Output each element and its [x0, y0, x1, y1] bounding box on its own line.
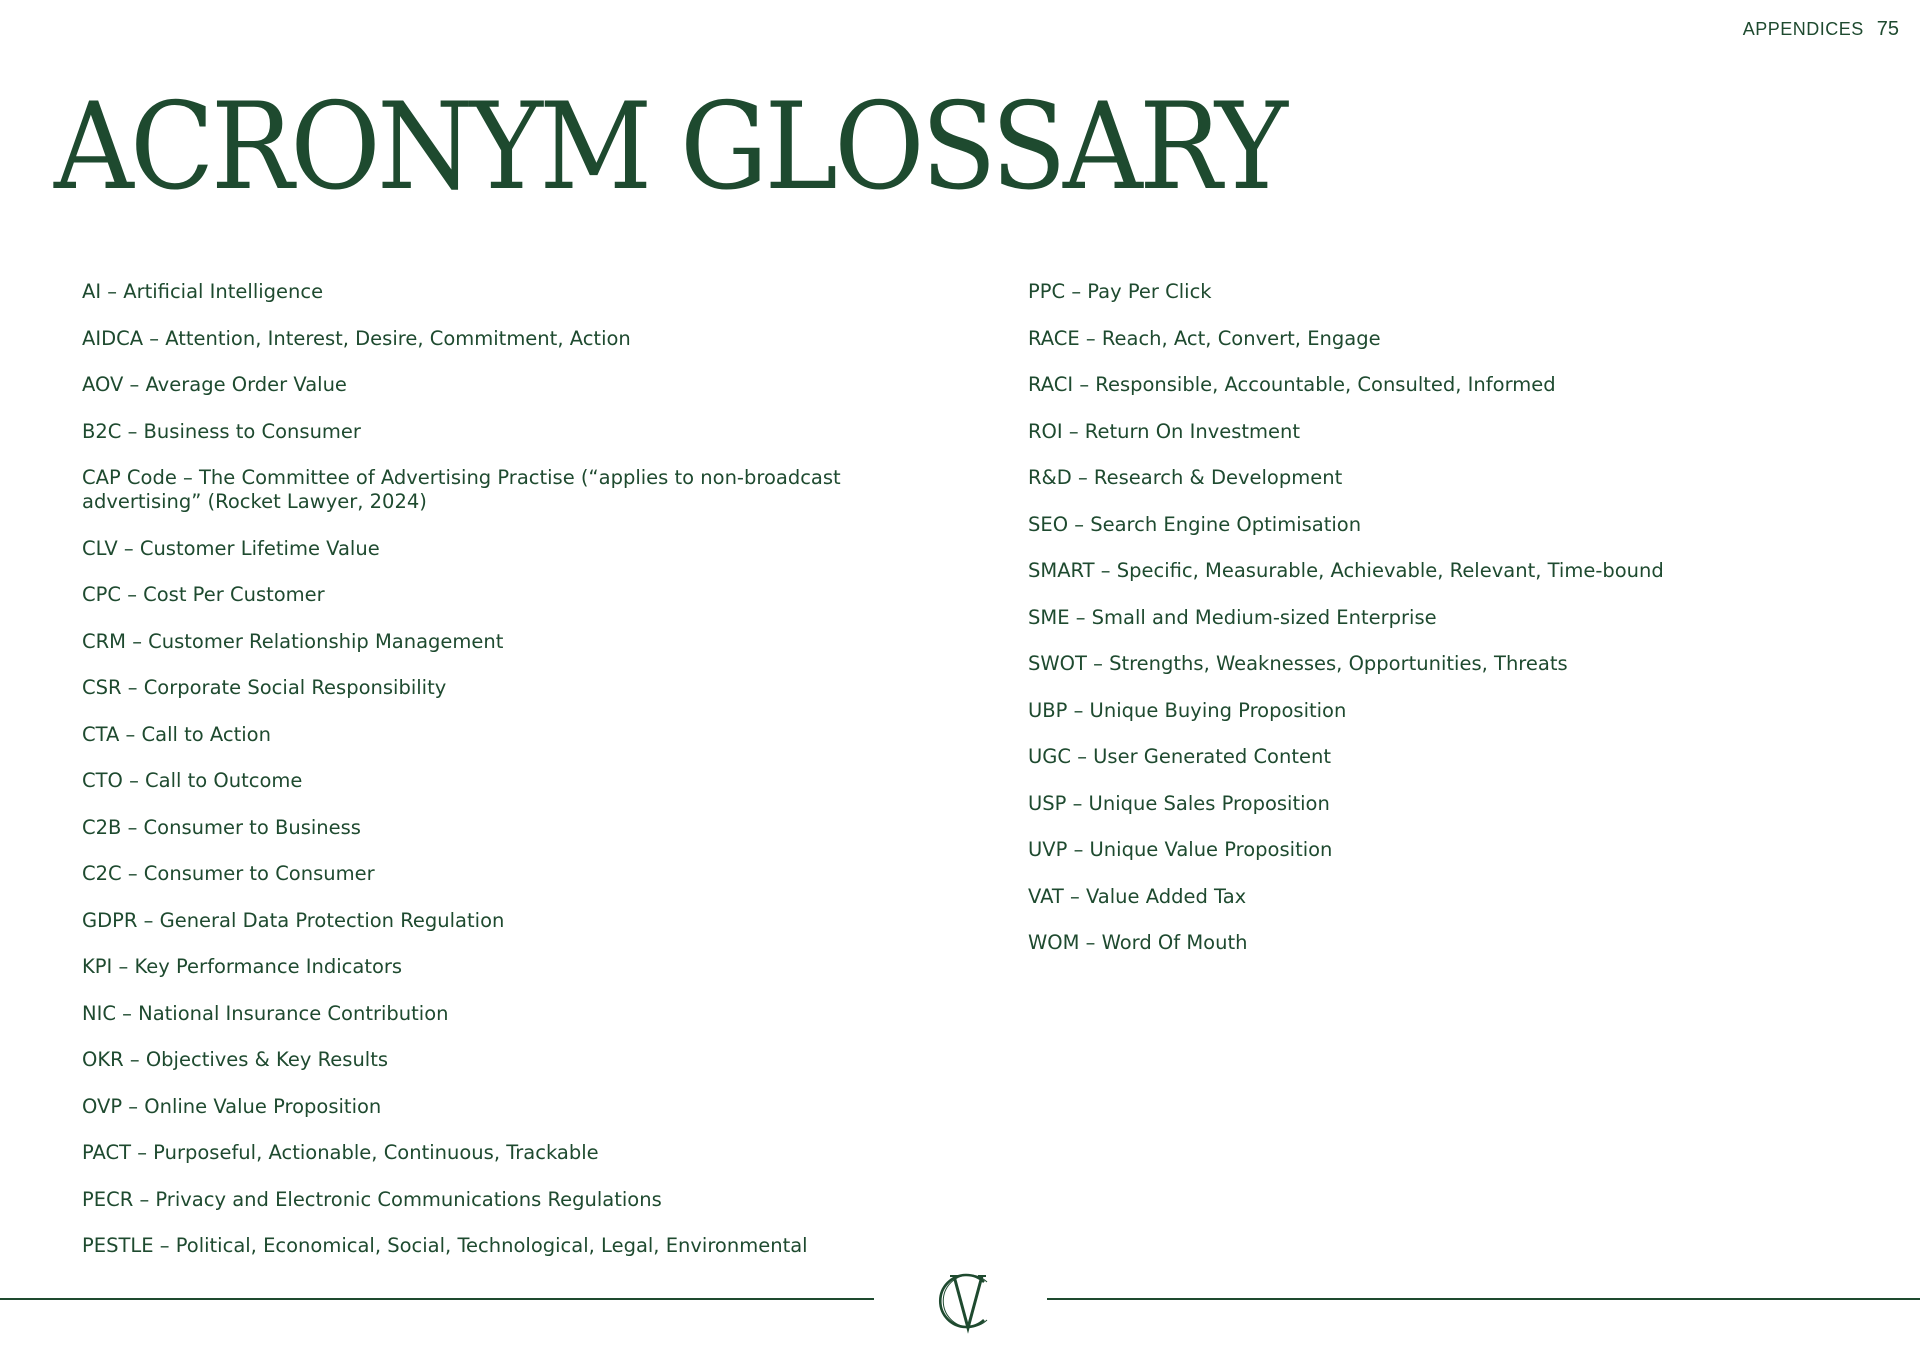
glossary-entry: AIDCA – Attention, Interest, Desire, Commitment, Action — [82, 326, 631, 350]
glossary-entry: KPI – Key Performance Indicators — [82, 955, 403, 978]
glossary-entry: CRM – Customer Relationship Management — [82, 629, 504, 653]
footer-divider-right — [1047, 1298, 1920, 1300]
glossary-entry: C2B – Consumer to Business — [82, 815, 361, 839]
glossary-entry: PESTLE – Political, Economical, Social, Technological, Legal, Environmental — [82, 1234, 808, 1257]
glossary-entry: PACT – Purposeful, Actionable, Continuous, Trackable — [82, 1141, 599, 1164]
glossary-left-column — [82, 280, 882, 1281]
glossary-entry: WOM – Word Of Mouth — [1028, 931, 1248, 954]
glossary-entry: SME – Small and Medium-sized Enterprise — [1028, 605, 1437, 629]
cv-monogram-icon — [924, 1262, 1000, 1338]
glossary-entry: NIC – National Insurance Contribution — [82, 1001, 449, 1025]
glossary-entry: CTO – Call to Outcome — [82, 769, 303, 792]
glossary-entry: VAT – Value Added Tax — [1028, 884, 1247, 908]
glossary-entry: SWOT – Strengths, Weaknesses, Opportunities, Threats — [1028, 652, 1568, 675]
glossary-entry: CAP Code – The Committee of Advertising Practise (“applies to non-broadcast advertising” (Rocket Lawyer, 2024) — [82, 466, 841, 513]
glossary-entry: GDPR – General Data Protection Regulation — [82, 908, 505, 932]
glossary-entry: RACI – Responsible, Accountable, Consulted, Informed — [1028, 373, 1556, 396]
glossary-entry: AI – Artificial Intelligence — [82, 280, 324, 303]
page-number: 75 — [1876, 18, 1899, 40]
glossary-entry: OKR – Objectives & Key Results — [82, 1048, 389, 1071]
glossary-entry: B2C – Business to Consumer — [82, 419, 361, 443]
glossary-entry: CSR – Corporate Social Responsibility — [82, 676, 447, 699]
footer-divider-left — [0, 1298, 874, 1300]
glossary-entry: CPC – Cost Per Customer — [82, 583, 325, 606]
glossary-entry: OVP – Online Value Proposition — [82, 1094, 382, 1118]
glossary-entry: UBP – Unique Buying Proposition — [1028, 698, 1347, 722]
glossary-entry: CTA – Call to Action — [82, 722, 271, 746]
glossary-entry: ROI – Return On Investment — [1028, 419, 1301, 443]
glossary-entry: UGC – User Generated Content — [1028, 745, 1331, 768]
page-header — [1743, 18, 1899, 41]
glossary-right-column — [1028, 280, 1848, 978]
glossary-entry: UVP – Unique Value Proposition — [1028, 838, 1333, 861]
glossary-entry: R&D – Research & Development — [1028, 466, 1343, 489]
glossary-entry: SMART – Specific, Measurable, Achievable, Relevant, Time-bound — [1028, 559, 1664, 582]
glossary-entry: RACE – Reach, Act, Convert, Engage — [1028, 326, 1381, 350]
section-label: APPENDICES — [1742, 19, 1864, 39]
glossary-entry: PPC – Pay Per Click — [1028, 280, 1212, 303]
glossary-entry: AOV – Average Order Value — [82, 373, 347, 396]
glossary-entry: PECR – Privacy and Electronic Communications Regulations — [82, 1187, 662, 1211]
page-title: ACRONYM GLOSSARY — [54, 78, 1285, 217]
glossary-entry: SEO – Search Engine Optimisation — [1028, 512, 1362, 536]
glossary-entry: C2C – Consumer to Consumer — [82, 862, 375, 885]
glossary-entry: USP – Unique Sales Proposition — [1028, 791, 1330, 815]
glossary-entry: CLV – Customer Lifetime Value — [82, 536, 380, 560]
